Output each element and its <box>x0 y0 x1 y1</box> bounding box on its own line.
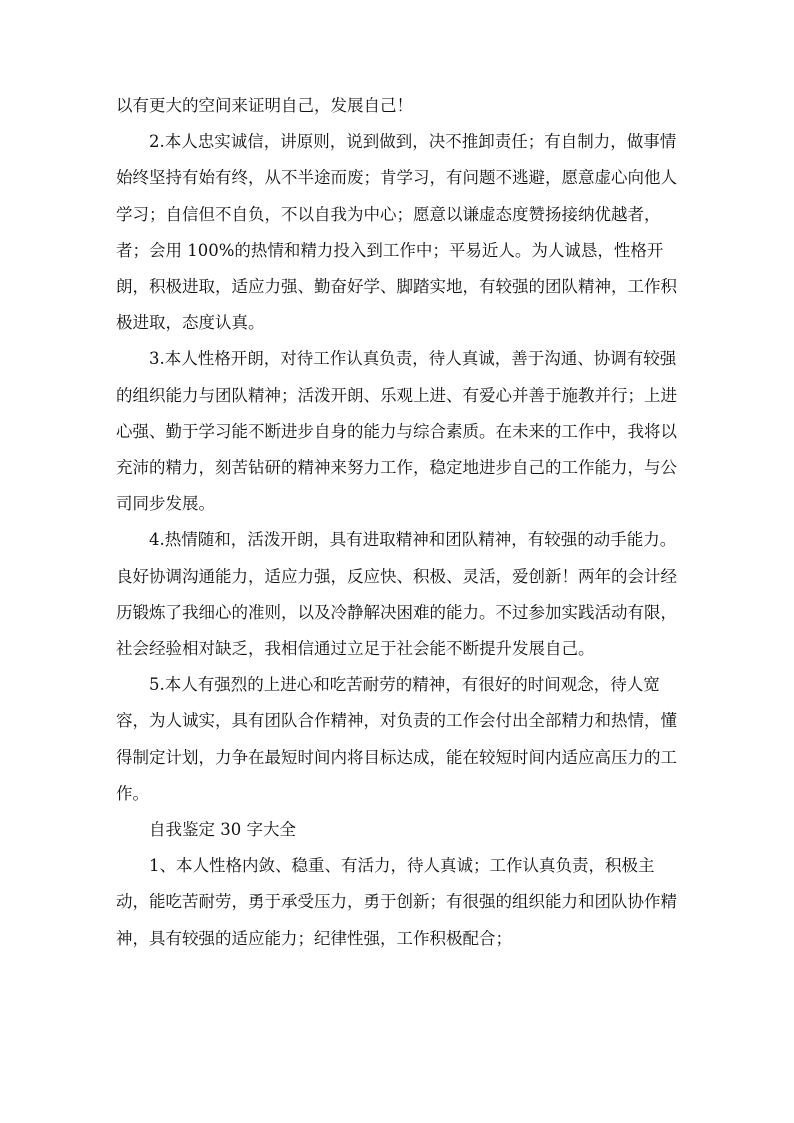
item-paragraph-4: 4.热情随和，活泼开朗，具有进取精神和团队精神，有较强的动手能力。良好协调沟通能力，适应力强，反应快、积极、灵活，爱创新！两年的会计经历锻炼了我细心的准则，以及冷静解决困难的能力。不过参加实践活动有限，社会经验相对缺乏，我相信通过立足于社会能不断提升发展自己。 <box>116 530 677 659</box>
continuation-paragraph: 以有更大的空间来证明自己，发展自己！ <box>116 96 413 115</box>
item-paragraph-2: 2.本人忠实诚信，讲原则，说到做到，决不推卸责任；有自制力，做事情始终坚持有始有终，从不半途而废；肯学习，有问题不逃避，愿意虚心向他人学习；自信但不自负，不以自我为中心；愿意以谦虚态度赞扬接纳优越者，者；会用 100%的热情和精力投入到工作中；平易近人。为人诚恳，性格开朗，积极进取，适应力强、勤奋好学、脚踏实地，有较强的团队精神，工作积极进取，态度认真。 <box>116 132 677 333</box>
section-heading: 自我鉴定 30 字大全 <box>149 820 296 840</box>
item-paragraph-3: 3.本人性格开朗，对待工作认真负责，待人真诚，善于沟通、协调有较强的组织能力与团队精神；活泼开朗、乐观上进、有爱心并善于施教并行；上进心强、勤于学习能不断进步自身的能力与综合素质。在未来的工作中，我将以充沛的精力，刻苦钻研的精神来努力工作，稳定地进步自己的工作能力，与公司同步发展。 <box>116 349 677 514</box>
document-body <box>116 88 682 957</box>
item-paragraph-5: 5.本人有强烈的上进心和吃苦耐劳的精神，有很好的时间观念，待人宽容，为人诚实，具有团队合作精神，对负责的工作会付出全部精力和热情，懂得制定计划，力争在最短时间内将目标达成，能在较短时间内适应高压力的工作。 <box>116 675 677 803</box>
section-item-paragraph-1: 1、本人性格内敛、稳重、有活力，待人真诚；工作认真负责，积极主动，能吃苦耐劳，勇于承受压力，勇于创新；有很强的组织能力和团队协作精神，具有较强的适应能力；纪律性强，工作积极配合； <box>116 856 677 948</box>
